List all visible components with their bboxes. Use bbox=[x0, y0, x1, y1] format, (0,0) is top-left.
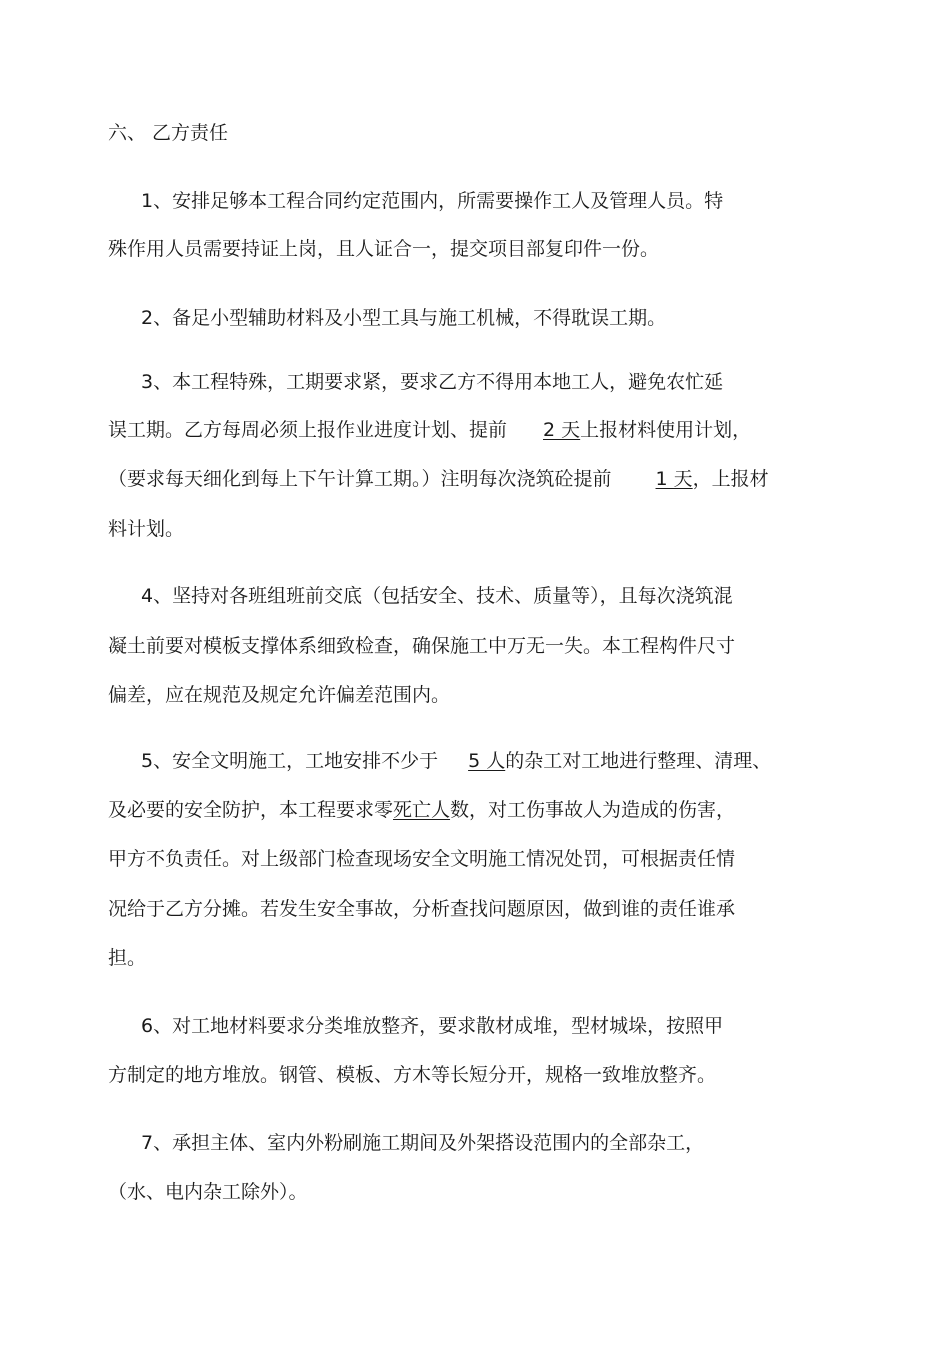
item-4-line-1: 4、坚持对各班组班前交底（包括安全、技术、质量等），且每次浇筑混 bbox=[141, 585, 733, 607]
item-3-line-3-text-a: （要求每天细化到每上下午计算工期。）注明每次浇筑砼提前 bbox=[108, 468, 612, 490]
item-3-line-4: 料计划。 bbox=[108, 518, 185, 540]
min-labor-count: 5 人 bbox=[468, 750, 506, 772]
item-5-line-1-text-a: 5、安全文明施工，工地安排不少于 bbox=[141, 750, 439, 772]
item-5-line-1 bbox=[141, 749, 771, 773]
item-1-line-2: 殊作用人员需要持证上岗，且人证合一，提交项目部复印件一份。 bbox=[108, 238, 660, 260]
item-5-line-2-text-b: 数，对工伤事故人为造成的伤害， bbox=[450, 799, 736, 821]
item-7-line-1: 7、承担主体、室内外粉刷施工期间及外架搭设范围内的全部杂工， bbox=[141, 1132, 705, 1154]
item-3-line-2 bbox=[108, 418, 751, 442]
item-3-line-3-text-b: ，上报材 bbox=[692, 468, 769, 490]
item-5-line-2-text-a: 及必要的安全防护，本工程要求零 bbox=[108, 799, 394, 821]
item-6-line-2: 方制定的地方堆放。钢管、模板、方木等长短分开，规格一致堆放整齐。 bbox=[108, 1064, 717, 1086]
item-5-line-2 bbox=[108, 798, 735, 822]
item-7-line-2: （水、电内杂工除外）。 bbox=[108, 1181, 308, 1203]
item-3-line-3 bbox=[108, 467, 769, 491]
item-5-line-5: 担。 bbox=[108, 947, 147, 969]
item-4-line-2: 凝土前要对模板支撑体系细致检查，确保施工中万无一失。本工程构件尺寸 bbox=[108, 635, 736, 657]
item-4-line-3: 偏差，应在规范及规定允许偏差范围内。 bbox=[108, 684, 451, 706]
section-heading: 六、 乙方责任 bbox=[108, 122, 229, 144]
item-1-line-1: 1、安排足够本工程合同约定范围内，所需要操作工人及管理人员。特 bbox=[141, 190, 724, 212]
item-5-line-3: 甲方不负责任。对上级部门检查现场安全文明施工情况处罚，可根据责任情 bbox=[108, 848, 736, 870]
item-5-line-1-text-b: 的杂工对工地进行整理、清理、 bbox=[505, 750, 772, 772]
item-6-line-1: 6、对工地材料要求分类堆放整齐，要求散材成堆，型材城垛，按照甲 bbox=[141, 1015, 724, 1037]
days-before-material-plan: 2 天 bbox=[543, 419, 581, 441]
item-3-line-2-text-b: 上报材料使用计划， bbox=[580, 419, 752, 441]
days-before-pouring: 1 天 bbox=[655, 468, 693, 490]
item-3-line-1: 3、本工程特殊，工期要求紧，要求乙方不得用本地工人，避免农忙延 bbox=[141, 371, 724, 393]
item-2-line-1: 2、备足小型辅助材料及小型工具与施工机械，不得耽误工期。 bbox=[141, 307, 667, 329]
item-5-line-4: 况给于乙方分摊。若发生安全事故，分析查找问题原因，做到谁的责任谁承 bbox=[108, 898, 736, 920]
item-3-line-2-text-a: 误工期。乙方每周必须上报作业进度计划、提前 bbox=[108, 419, 508, 441]
zero-fatalities-term: 死亡人 bbox=[393, 799, 451, 821]
